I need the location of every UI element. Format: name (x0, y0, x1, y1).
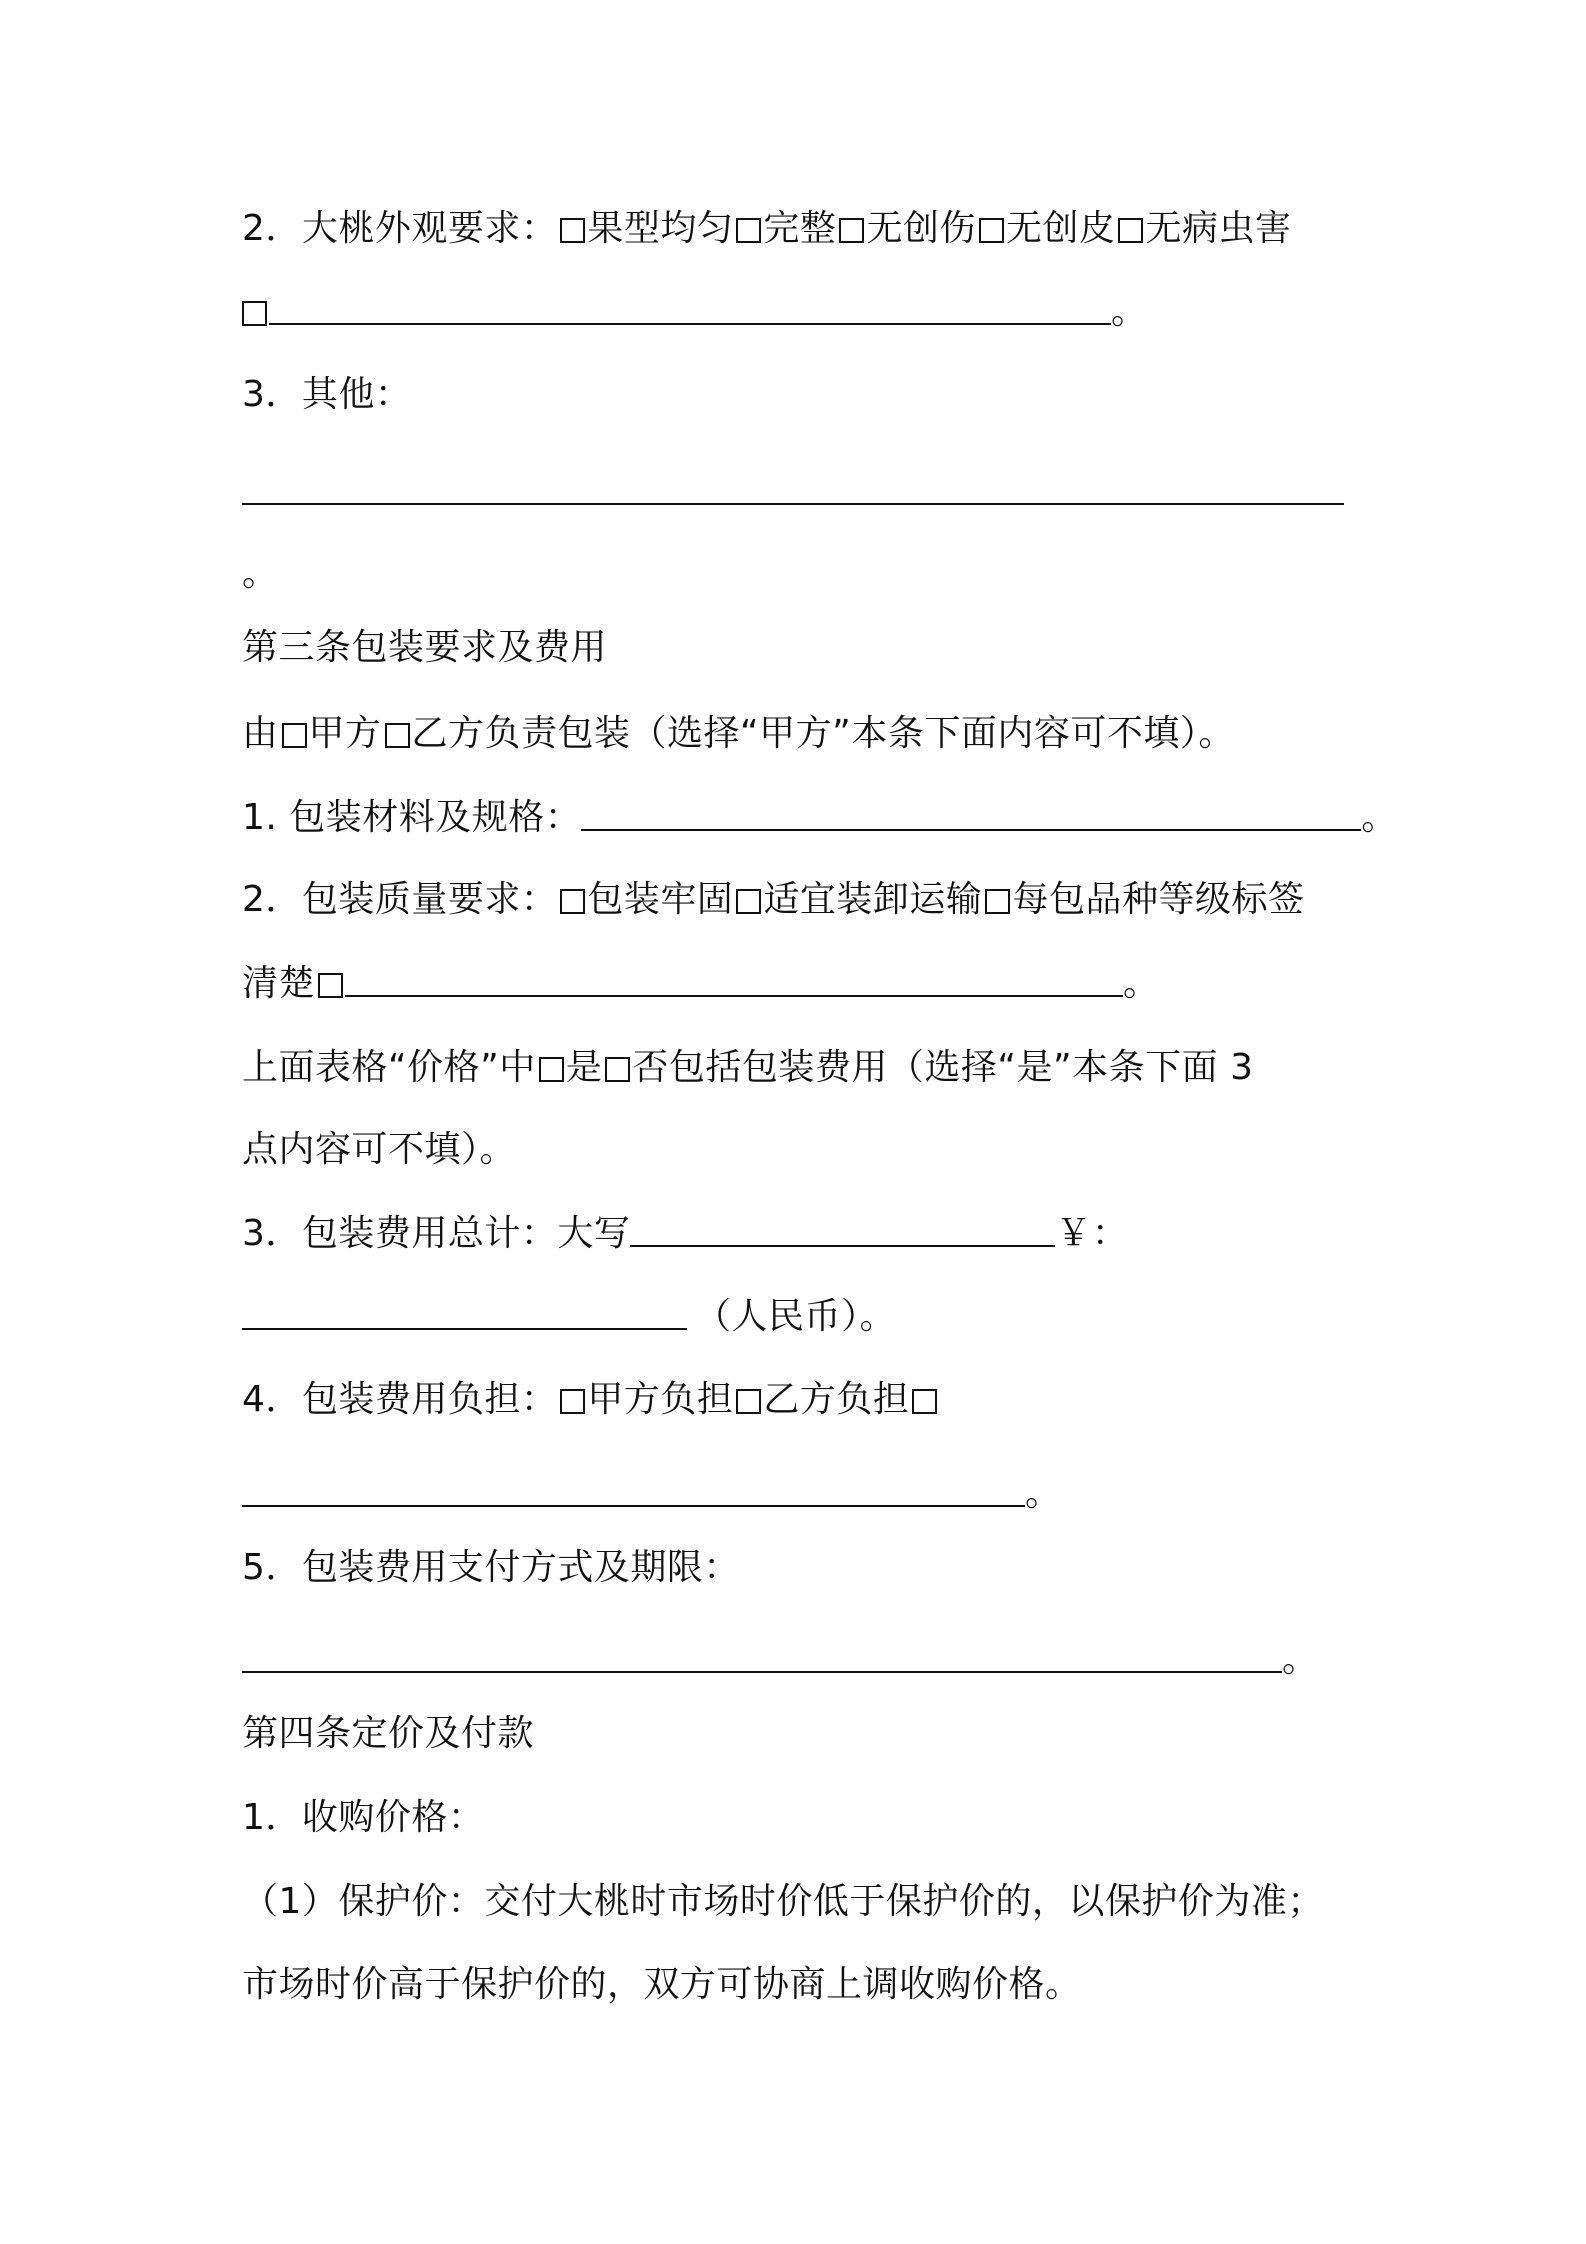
checkbox-suitable-transport[interactable] (736, 889, 761, 914)
rmb-label: （人民币）。 (695, 1296, 897, 1337)
checkbox-intact[interactable] (736, 218, 761, 243)
cost-bearer-blank[interactable] (242, 1475, 1025, 1507)
period-mark: 。 (1123, 963, 1160, 1004)
packaging-total-amount-blank[interactable] (242, 1298, 687, 1330)
period-mark: 。 (1361, 797, 1398, 838)
packaging-cost-bearer-line (242, 1378, 939, 1422)
price-includes-note: 点内容可不填）。 (242, 1129, 517, 1170)
checkbox-no-pests[interactable] (1118, 218, 1143, 243)
packaging-payment-label: 5．包装费用支付方式及期限： (242, 1547, 740, 1588)
option-intact: 完整 (763, 208, 837, 249)
packaging-total-words-blank[interactable] (630, 1215, 1055, 1247)
checkbox-no-wound[interactable] (839, 218, 864, 243)
option-yes: 是 (565, 1047, 603, 1088)
other-end-period: 。 (242, 553, 279, 594)
option-firm-packaging: 包装牢固 (587, 879, 734, 920)
period-mark: 。 (1111, 291, 1148, 332)
checkbox-includes-yes[interactable] (539, 1057, 564, 1082)
checkbox-no-broken-skin[interactable] (979, 218, 1004, 243)
section3-title: 第三条包装要求及费用 (242, 627, 608, 668)
period-mark: 。 (1025, 1473, 1062, 1514)
section4-title: 第四条定价及付款 (242, 1713, 535, 1754)
checkbox-quality-other[interactable] (318, 973, 343, 998)
other-blank[interactable] (242, 473, 1344, 505)
option-no-wound: 无创伤 (866, 208, 976, 249)
checkbox-bearer-other[interactable] (912, 1389, 937, 1414)
packaging-material-label: 1. 包装材料及规格： (242, 797, 582, 838)
packaging-responsibility-line (242, 712, 1235, 756)
checkbox-includes-no[interactable] (605, 1057, 630, 1082)
option-no-broken-skin: 无创皮 (1005, 208, 1116, 249)
appearance-label: 2．大桃外观要求： (242, 208, 558, 249)
packaging-quality-other-line (242, 962, 1160, 1006)
packaging-total-line (242, 1212, 1128, 1256)
packaging-payment-blank-line (242, 1638, 1319, 1682)
market-price-clause: 市场时价高于保护价的，双方可协商上调收购价格。 (242, 1964, 1082, 2005)
option-party-a-bears: 甲方负担 (587, 1379, 734, 1420)
packaging-quality-line (242, 878, 1304, 922)
checkbox-appearance-other[interactable] (242, 301, 267, 326)
option-uniform-shape: 果型均匀 (587, 208, 734, 249)
checkbox-firm-packaging[interactable] (560, 889, 585, 914)
checkbox-party-b-bears[interactable] (736, 1389, 761, 1414)
appearance-other-line (242, 290, 1148, 334)
packaging-payment-blank[interactable] (242, 1641, 1282, 1673)
option-clear-labels: 每包品种等级标签 (1012, 879, 1305, 920)
packaging-material-blank[interactable] (581, 799, 1361, 831)
packaging-total-label: 3．包装费用总计：大写 (242, 1213, 631, 1254)
checkbox-party-a-bears[interactable] (560, 1389, 585, 1414)
quality-other-blank[interactable] (345, 965, 1123, 997)
option-suitable-transport: 适宜装卸运输 (763, 879, 983, 920)
other-blank-line (242, 470, 1344, 514)
appearance-requirements-line (242, 207, 1291, 251)
yen-label: ￥： (1055, 1213, 1129, 1254)
option-party-b-bears: 乙方负担 (763, 1379, 910, 1420)
appearance-other-blank[interactable] (269, 293, 1111, 325)
packaging-material-line (242, 796, 1398, 840)
cost-bearer-label: 4．包装费用负担： (242, 1379, 558, 1420)
option-party-b: 乙方负责包装（选择“甲方”本条下面内容可不填）。 (411, 713, 1235, 754)
protection-price-clause: （1）保护价：交付大桃时市场时价低于保护价的，以保护价为准； (242, 1881, 1324, 1922)
packaging-quality-label: 2．包装质量要求： (242, 879, 558, 920)
price-includes-label: 上面表格“价格”中 (242, 1047, 536, 1088)
packaging-total-amount-line (242, 1295, 896, 1339)
cost-bearer-blank-line (242, 1472, 1062, 1516)
purchase-price-label: 1．收购价格： (242, 1797, 485, 1838)
checkbox-party-a-packaging[interactable] (282, 723, 307, 748)
other-label: 3．其他： (242, 374, 412, 415)
checkbox-party-b-packaging[interactable] (385, 723, 410, 748)
checkbox-clear-labels[interactable] (985, 889, 1010, 914)
by-label: 由 (242, 713, 279, 754)
option-party-a: 甲方 (308, 713, 382, 754)
period-mark: 。 (1282, 1639, 1319, 1680)
option-no-pests: 无病虫害 (1145, 208, 1292, 249)
price-includes-packaging-line (242, 1046, 1253, 1090)
clear-label: 清楚 (242, 963, 316, 1004)
option-no: 否包括包装费用（选择“是”本条下面 3 (632, 1047, 1254, 1088)
checkbox-uniform-shape[interactable] (560, 218, 585, 243)
